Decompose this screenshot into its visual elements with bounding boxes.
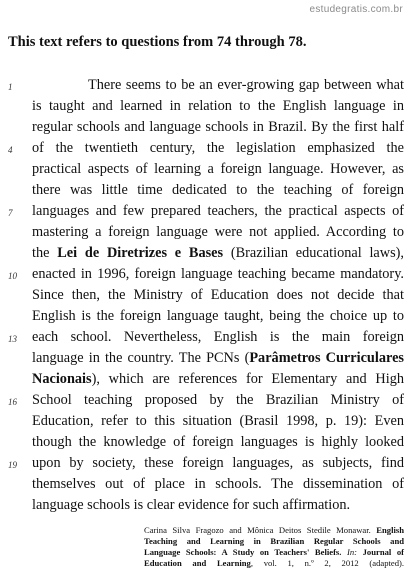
passage-line: of the twentieth century, the legislation emphasized the — [32, 140, 404, 156]
passage-line: is taught and learned in relation to the English language in — [32, 98, 404, 114]
passage-line — [32, 369, 404, 390]
line-number: 4 — [8, 145, 13, 155]
pcn-name: Parâmetros Curriculares — [249, 350, 404, 366]
citation-title: Language Schools: A Study on Teachers' Beliefs. — [144, 547, 342, 557]
citation-line — [144, 547, 404, 558]
passage-line: Education, refer to this situation (Brasil 1998, p. 19): Even — [32, 413, 404, 429]
passage-line: practical aspects of learning a foreign language. However, as — [32, 161, 404, 177]
passage-line: language schools is clear evidence for such affirmation. — [32, 497, 351, 513]
passage-line: enacted in 1996, foreign language teaching became mandatory. — [32, 266, 404, 282]
passage-line: upon by society, these foreign languages, as subjects, find — [32, 455, 404, 471]
line-number: 16 — [8, 397, 17, 407]
source-citation — [144, 525, 404, 569]
passage-line: mastering a foreign language were not applied. According to — [32, 224, 404, 240]
line-number: 7 — [8, 208, 13, 218]
passage-line: English is the foreign language taught, being the choice up to — [32, 308, 404, 324]
law-name: Lei de Diretrizes e Bases — [57, 245, 224, 261]
passage-line: School teaching proposed by the Brazilian Ministry of — [32, 392, 404, 408]
passage-line: regular schools and language schools in Brazil. By the first half — [32, 119, 404, 135]
line-number: 10 — [8, 271, 17, 281]
passage-text: ), which are references for Elementary and High — [91, 371, 404, 387]
citation-title: Teaching and Learning in Brazilian Regular Schools and — [144, 536, 404, 546]
passage-line: There seems to be an ever-growing gap between what — [88, 77, 404, 93]
passage-heading: This text refers to questions from 74 through 78. — [8, 34, 307, 50]
citation-line — [144, 536, 404, 547]
passage-line: themselves out of place in schools. The dissemination of — [32, 476, 404, 492]
passage-line: languages and few prepared teachers, the practical aspects of — [32, 203, 404, 219]
citation-title: English — [376, 525, 404, 535]
citation-journal: Journal of — [362, 547, 405, 557]
citation-details: , vol. 1, n.º 2, 2012 (adapted). — [250, 558, 405, 568]
line-number: 1 — [8, 82, 13, 92]
site-watermark: estudegratis.com.br — [309, 4, 403, 15]
passage-line — [32, 243, 404, 264]
passage-line — [32, 348, 404, 369]
passage-text: (Brazilian educational laws), — [223, 245, 404, 261]
passage-text: language in the country. The PCNs ( — [32, 350, 250, 366]
pcn-name: Nacionais — [32, 371, 92, 387]
citation-authors: Carina Silva Fragozo and Mônica Deitos Stedile Monawar. — [144, 525, 371, 535]
citation-journal: Education and Learning — [144, 558, 251, 568]
line-number: 19 — [8, 460, 17, 470]
passage-line: there was little time dedicated to the teaching of foreign — [32, 182, 404, 198]
citation-line — [144, 558, 404, 569]
passage-line: though the knowledge of foreign languages is highly looked — [32, 434, 404, 450]
citation-in-label: In: — [347, 547, 358, 557]
passage-line: each school. Nevertheless, English is the main foreign — [32, 329, 404, 345]
passage-text: the — [32, 245, 58, 261]
line-number: 13 — [8, 334, 17, 344]
citation-line — [144, 525, 404, 536]
passage-line: Since then, the Ministry of Education does not decide that — [32, 287, 404, 303]
